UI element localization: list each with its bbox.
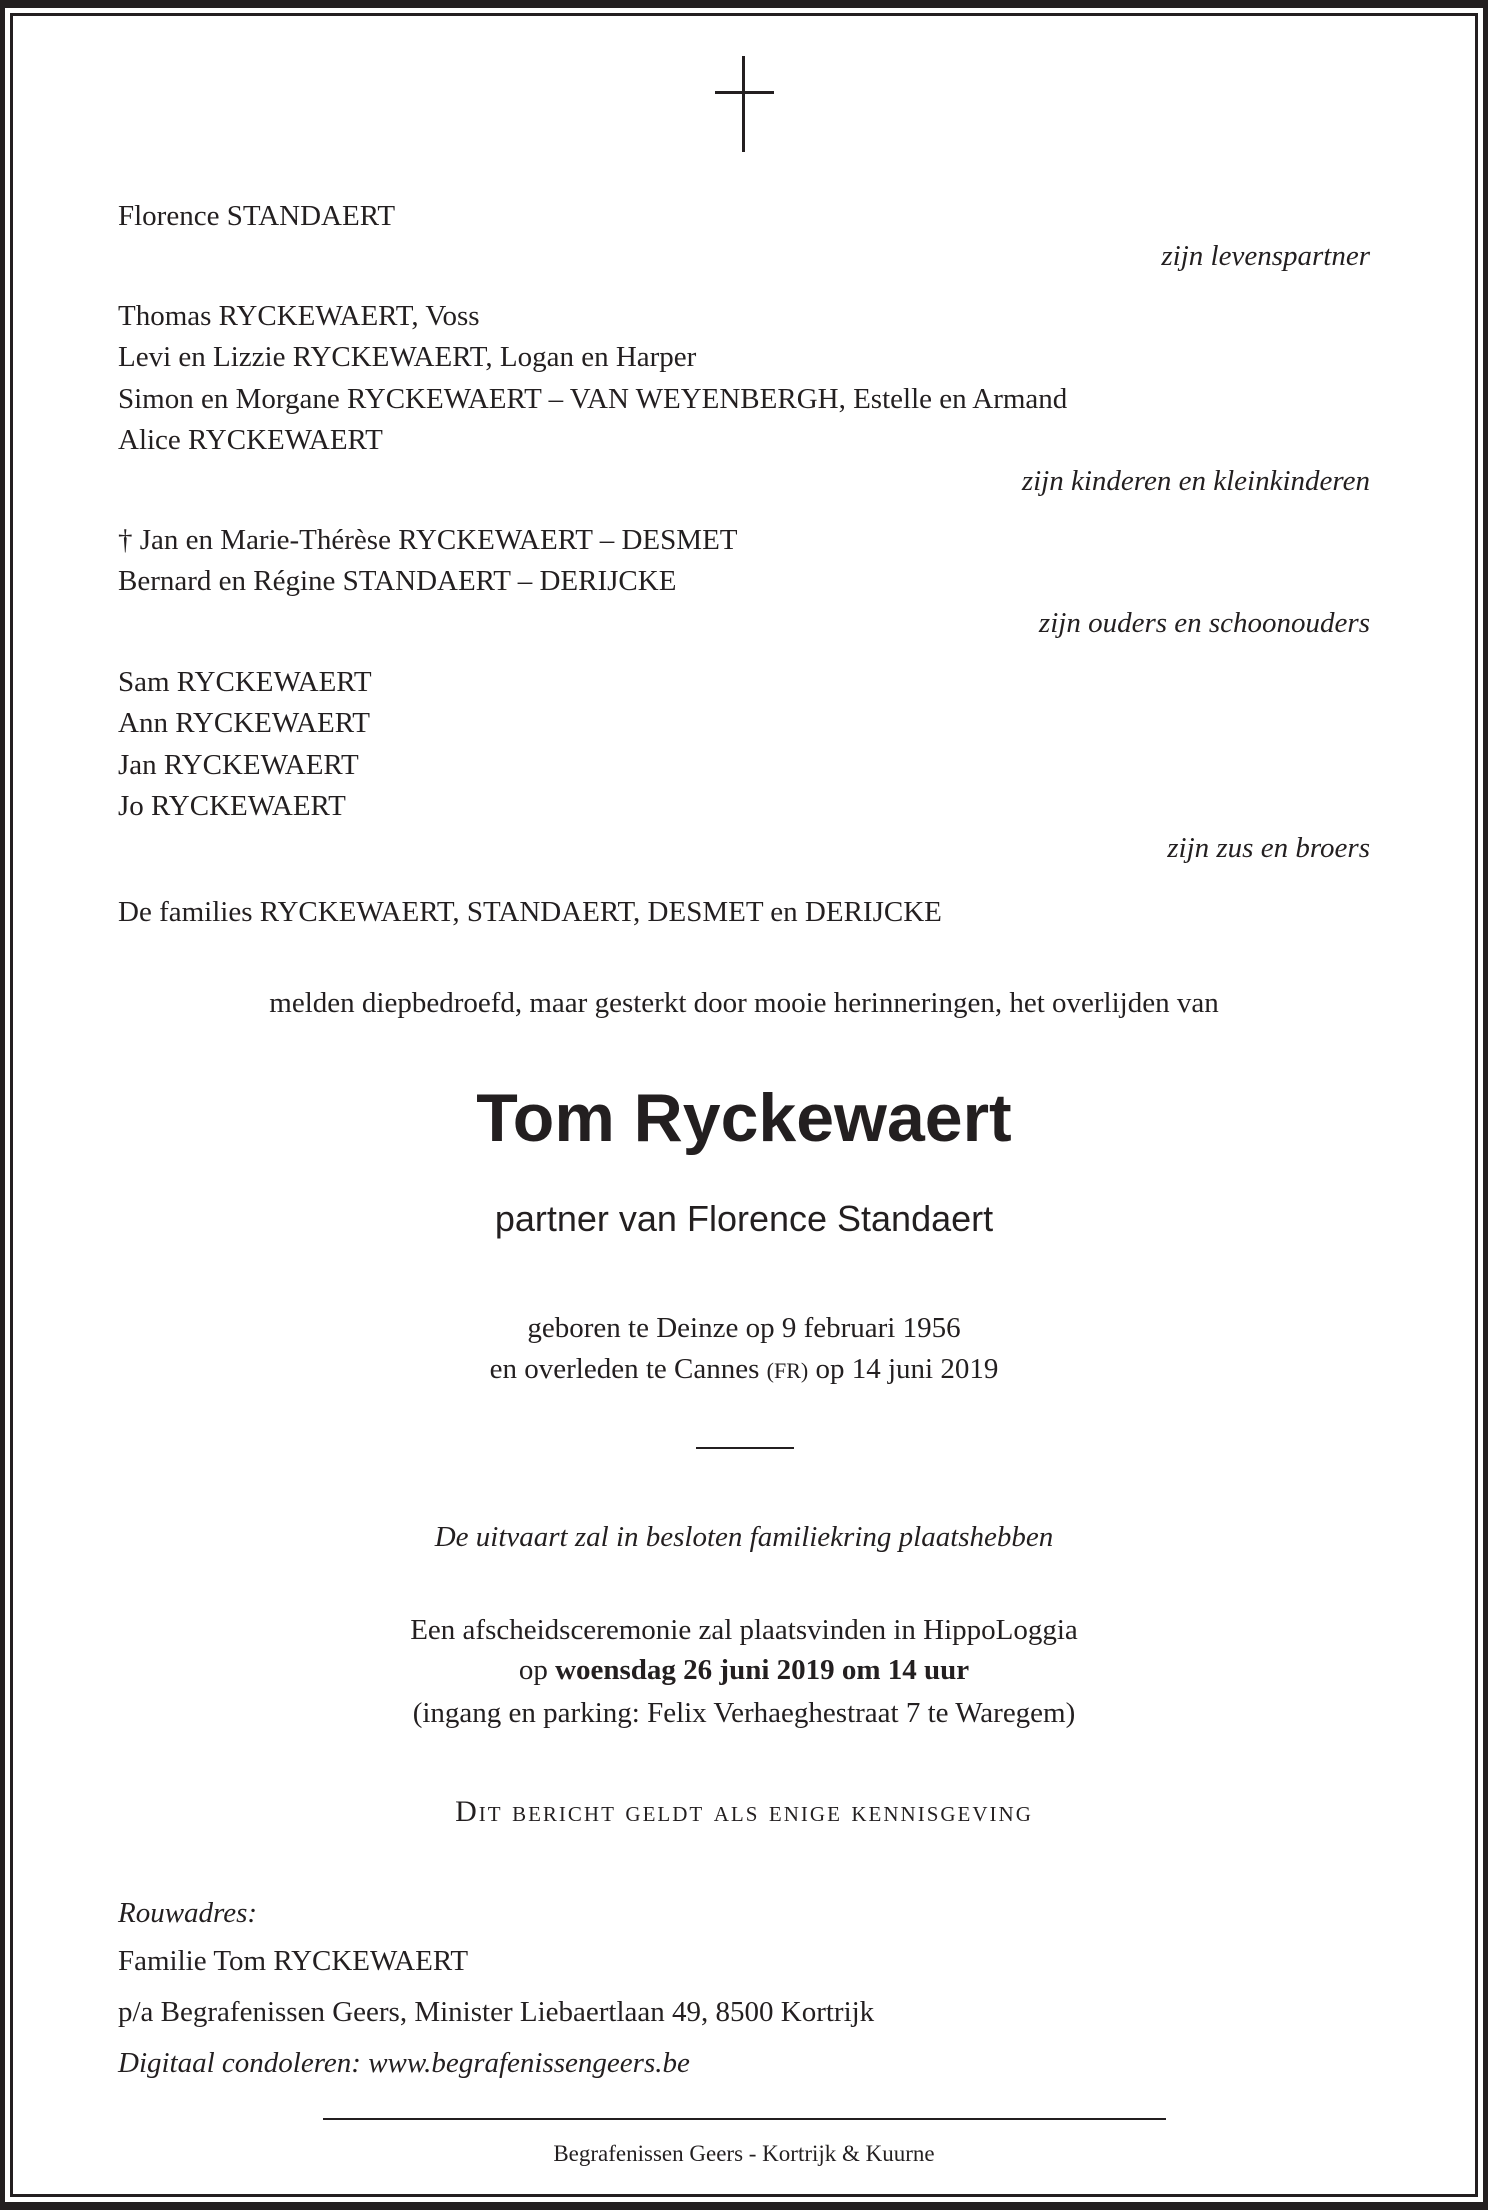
address-name: Familie Tom RYCKEWAERT <box>118 1945 469 1977</box>
announcement-text: melden diepbedroefd, maar gesterkt door mooie herinneringen, het overlijden van <box>269 987 1219 1019</box>
siblings-role: zijn zus en broers <box>1167 832 1370 864</box>
sibling-line: Sam RYCKEWAERT <box>118 666 372 698</box>
children-role: zijn kinderen en kleinkinderen <box>1021 465 1370 497</box>
footer-rule <box>323 2118 1166 2120</box>
child-line: Simon en Morgane RYCKEWAERT – VAN WEYENBERGH, Estelle en Armand <box>118 383 1068 415</box>
parent-line: Bernard en Régine STANDAERT – DERIJCKE <box>118 565 677 597</box>
sibling-line: Jo RYCKEWAERT <box>118 790 346 822</box>
death-country: (FR) <box>766 1358 809 1383</box>
partner-role: zijn levenspartner <box>1161 240 1370 272</box>
notice-text: Dit bericht geldt als enige kennisgeving <box>455 1795 1033 1828</box>
sibling-line: Jan RYCKEWAERT <box>118 749 359 781</box>
birth-line: geboren te Deinze op 9 februari 1956 <box>527 1312 961 1344</box>
child-line: Thomas RYCKEWAERT, Voss <box>118 300 480 332</box>
ceremony-line-2 <box>0 1653 1488 1687</box>
parents-role: zijn ouders en schoonouders <box>1038 607 1370 639</box>
ceremony-line-3: (ingang en parking: Felix Verhaeghestraat 7 te Waregem) <box>412 1697 1076 1729</box>
death-suffix: op 14 juni 2019 <box>808 1353 999 1385</box>
ceremony-date: woensdag 26 juni 2019 om 14 uur <box>555 1654 970 1686</box>
death-line <box>0 1352 1488 1386</box>
separator-short <box>696 1447 794 1449</box>
deceased-subtitle: partner van Florence Standaert <box>494 1198 994 1239</box>
child-line: Alice RYCKEWAERT <box>118 424 383 456</box>
condolences-link[interactable]: Digitaal condoleren: www.begrafenissengeers.be <box>118 2047 690 2079</box>
partner-name: Florence STANDAERT <box>118 200 396 232</box>
families-line: De families RYCKEWAERT, STANDAERT, DESMET en DERIJCKE <box>118 896 942 928</box>
ceremony-line-1: Een afscheidsceremonie zal plaatsvinden in HippoLoggia <box>410 1614 1078 1646</box>
funeral-text: De uitvaart zal in besloten familiekring plaatshebben <box>434 1521 1054 1553</box>
cross-horizontal <box>715 91 774 94</box>
ceremony-prefix: op <box>518 1654 556 1686</box>
address-line: p/a Begrafenissen Geers, Minister Liebaertlaan 49, 8500 Kortrijk <box>118 1996 875 2028</box>
death-prefix: en overleden te Cannes <box>489 1353 767 1385</box>
parent-line: † Jan en Marie-Thérèse RYCKEWAERT – DESMET <box>118 524 738 556</box>
cross-vertical <box>742 56 745 152</box>
sibling-line: Ann RYCKEWAERT <box>118 707 371 739</box>
deceased-name: Tom Ryckewaert <box>476 1080 1012 1156</box>
address-label: Rouwadres: <box>118 1897 258 1929</box>
child-line: Levi en Lizzie RYCKEWAERT, Logan en Harper <box>118 341 697 373</box>
footer-text: Begrafenissen Geers - Kortrijk & Kuurne <box>553 2141 935 2166</box>
